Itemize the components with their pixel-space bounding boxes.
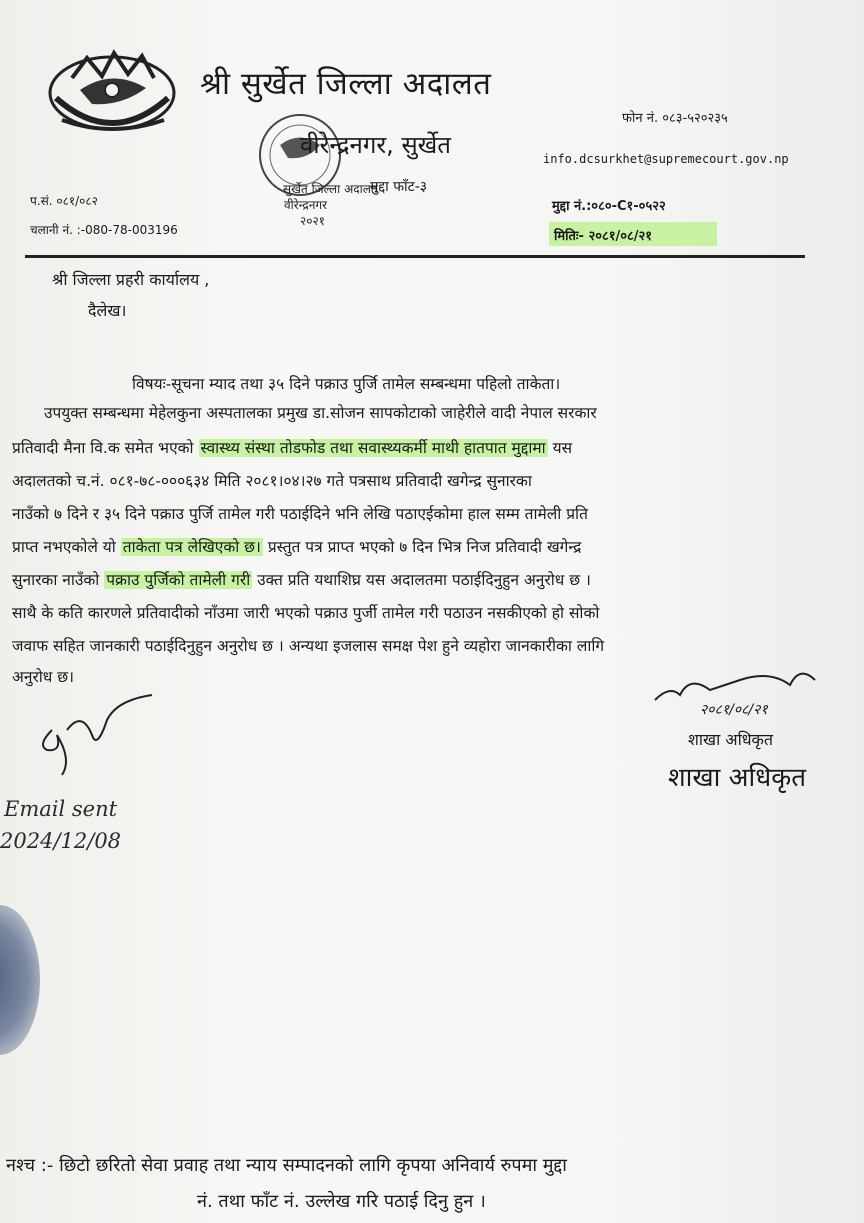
body-text: प्रतिवादी मैना वि.क समेत भएको [12,439,194,457]
handwritten-email-note [0,795,170,870]
body-line-7: साथै के कति कारणले प्रतिवादीको नाँउमा जारी भएको पक्राउ पुर्जी तामेल गरी पठाउन नसकीएको हो सोको [12,604,600,622]
highlighted-text: स्वास्थ्य संस्था तोडफोड तथा सवास्थ्यकर्मी माथी हातपात मुद्दामा [200,439,546,457]
body-line-6 [12,569,591,591]
officer-title-small: शाखा अधिकृत [688,730,773,749]
signature-date: २०८१/०८/२१ [700,702,768,718]
body-text: सुनारका नाउँको [12,571,100,589]
officer-title-stamp: शाखा अधिकृत [668,763,807,793]
addressee-place: दैलेख। [88,301,127,320]
case-number: मुद्दा नं.:०८०-C१-०५२२ [552,199,666,214]
finger-shadow [0,905,40,1055]
note-line-2: 2024/12/08 [0,829,122,853]
body-line-8: जवाफ सहित जानकारी पठाईदिनुहुन अनुरोध छ । अन्यथा इजलास समक्ष पेश हुने व्यहोरा जानकारीका लागि [12,637,605,655]
body-line-9: अनुरोध छ। [12,668,74,686]
body-line-4: नाउँको ७ दिने र ३५ दिने पक्राउ पुर्जि तामेल गरी पठाईदिने भनि लेखि पठाएईकोमा हाल सम्म तामेली प्रति [12,505,588,523]
header-divider [25,255,805,258]
highlighted-text: ताकेता पत्र लेखिएको छ। [122,538,261,556]
body-line-5 [12,536,581,558]
handwritten-signature [32,690,162,780]
body-text: प्रस्तुत पत्र प्राप्त भएको ७ दिन भित्र निज प्रतिवादी खगेन्द्र [262,538,582,556]
addressee-office: श्री जिल्ला प्रहरी कार्यालय , [52,270,210,289]
note-line-1: Email sent [4,797,118,821]
chalani-number: चलानी नं. :-080-78-003196 [30,223,178,237]
stamp-text-line1: सुर्खेत जिल्ला अदालत [283,182,378,196]
ps-number: प.सं. ०८१/०८२ [30,194,98,208]
stamp-text-line2: वीरेन्द्रनगर [284,198,328,212]
body-text: यस [552,439,573,457]
nepal-emblem-icon [42,38,182,138]
body-line-3: अदालतको च.नं. ०८१-७८-०००६३४ मिति २०८१।०४।२७ गते पत्रसाथ प्रतिवादी खगेन्द्र सुनारका [12,472,532,490]
phone-number: फोन नं. ०८३-५२०२३५ [622,111,728,126]
court-name: श्री सुर्खेत जिल्ला अदालत [200,66,492,102]
highlighted-text: पक्राउ पुर्जिको तामेली गरी [106,571,251,589]
section-label: मुद्दा फाँट-३ [370,179,428,195]
court-email: info.dcsurkhet@supremecourt.gov.np [543,152,789,166]
stamp-text-line3: २०२१ [300,214,325,228]
subject-line: विषयः-सूचना म्याद तथा ३५ दिने पक्राउ पुर्जि तामेल सम्बन्धमा पहिलो ताकेता। [132,375,561,393]
body-line-1: उपयुक्त सम्बन्धमा मेहेलकुना अस्पतालका प्रमुख डा.सोजन सापकोटाको जाहेरीले वादी नेपाल सरकार [44,404,597,422]
footer-note-line-1: नश्च :- छिटो छरितो सेवा प्रवाह तथा न्याय सम्पादनको लागि कृपया अनिवार्य रुपमा मुद्दा [6,1155,567,1176]
footer-note-line-2: नं. तथा फाँट नं. उल्लेख गरि पठाई दिनु हुन । [197,1191,486,1212]
letter-date: मितिः- २०८१/०८/२१ [554,229,653,244]
body-text: प्राप्त नभएकोले यो [12,538,116,556]
body-text: उक्त प्रति यथाशिघ्र यस अदालतमा पठाईदिनुहुन अनुरोध छ । [257,571,591,589]
court-location: वीरेन्द्रनगर, सुर्खेत [300,131,451,159]
body-line-2 [12,437,572,459]
